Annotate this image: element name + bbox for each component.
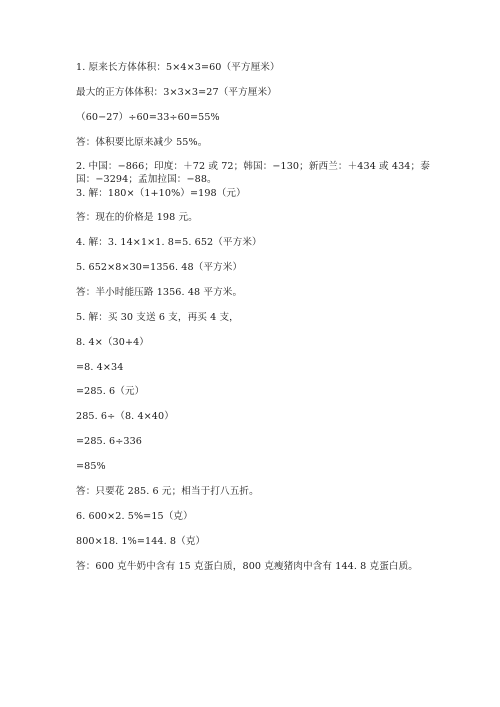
text-line: 答：只要花 285. 6 元；相当于打八五折。 [76, 486, 259, 497]
text-line: 285. 6÷（8. 4×40） [76, 411, 174, 422]
text-line: 答：600 克牛奶中含有 15 克蛋白质，800 克瘦猪肉中含有 144. 8 克蛋白质。 [76, 561, 418, 572]
text-line: 8. 4×（30+4） [76, 337, 149, 348]
text-line: =285. 6÷336 [76, 436, 143, 447]
text-line: 5. 652×8×30=1356. 48（平方米） [76, 262, 243, 273]
text-line: 最大的正方体体积：3×3×3=27（平方厘米） [76, 87, 277, 98]
text-line: =85% [76, 461, 106, 472]
text-line: 3. 解：180×（1+10%）=198（元） [76, 188, 246, 199]
text-line: 4. 解：3. 14×1×1. 8=5. 652（平方米） [76, 237, 262, 248]
text-line: （60−27）÷60=33÷60=55% [76, 112, 220, 123]
text-line: 5. 解：买 30 支送 6 支，再买 4 支， [76, 312, 239, 323]
text-line: 答：体积要比原来减少 55%。 [76, 137, 208, 148]
text-line: 答：半小时能压路 1356. 48 平方米。 [76, 287, 243, 298]
text-line: 800×18. 1%=144. 8（克） [76, 536, 206, 547]
text-line: 6. 600×2. 5%=15（克） [76, 511, 193, 522]
text-line: 答：现在的价格是 198 元。 [76, 212, 198, 223]
text-line: 1. 原来长方体体积：5×4×3=60（平方厘米） [76, 62, 280, 73]
text-line: =285. 6（元） [76, 386, 145, 397]
text-line: =8. 4×34 [76, 362, 124, 373]
text-line: 国：−3294；孟加拉国：−88。 [76, 174, 217, 185]
text-line: 2. 中国：−866；印度：＋72 或 72；韩国：−130；新西兰：＋434 或 434；泰 [76, 161, 430, 172]
